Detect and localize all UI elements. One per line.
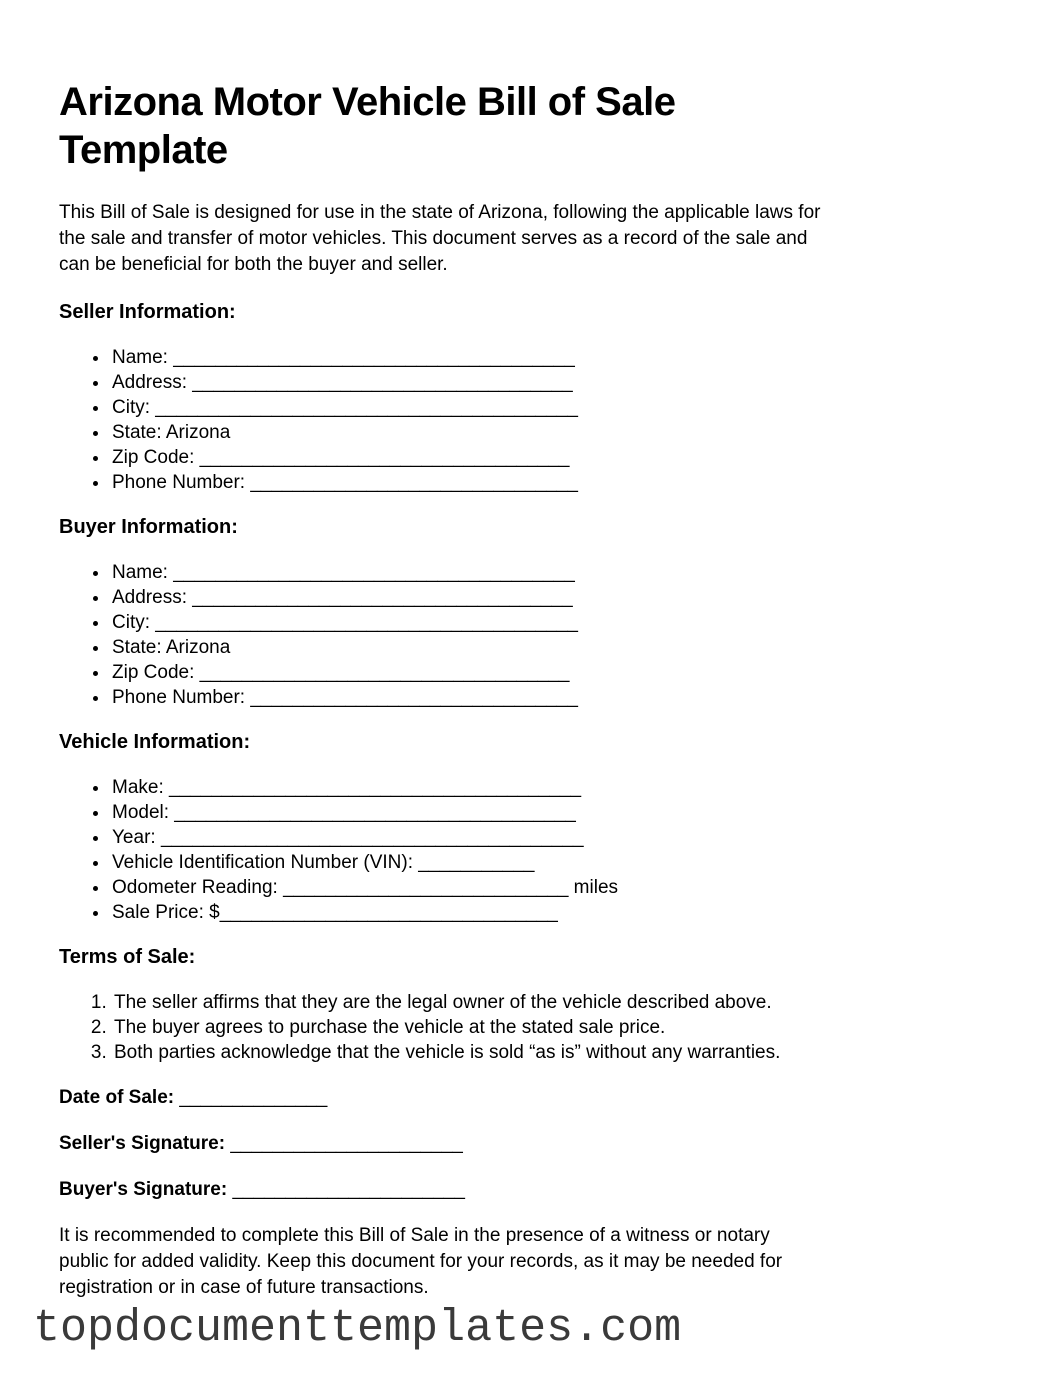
page-title-line-2: Template: [59, 128, 228, 172]
seller-signature-blank-line: ______________________: [225, 1133, 463, 1154]
buyer-state-item: • State: Arizona: [110, 635, 1005, 660]
intro-line: the sale and transfer of motor vehicles. This document serves as a record of the sale and: [59, 228, 808, 249]
terms-item-2: 2. The buyer agrees to purchase the vehicle at the stated sale price.: [112, 1015, 1005, 1040]
closing-line: public for added validity. Keep this document for your records, as it may be needed for: [59, 1251, 783, 1272]
intro-line: This Bill of Sale is designed for use in the state of Arizona, following the applicable laws for: [59, 202, 821, 223]
seller-city-item: • City: ________________________________________: [110, 395, 1005, 420]
seller-name-item: • Name: ______________________________________: [110, 345, 1005, 370]
date-of-sale-label: Date of Sale:: [59, 1087, 175, 1108]
seller-information-list: [59, 345, 1005, 495]
seller-address-item: • Address: ____________________________________: [110, 370, 1005, 395]
buyer-information-list: [59, 560, 1005, 710]
buyer-signature-label: Buyer's Signature:: [59, 1179, 228, 1200]
vehicle-information-list: [59, 775, 1005, 925]
closing-paragraph: [59, 1223, 1005, 1301]
intro-line: can be beneficial for both the buyer and seller.: [59, 254, 448, 275]
date-of-sale-field: [59, 1085, 1005, 1110]
buyer-signature-blank-line: ______________________: [227, 1179, 465, 1200]
page-title: [59, 78, 1005, 174]
seller-phone-number-item: • Phone Number: _______________________________: [110, 470, 1005, 495]
seller-information-heading: Seller Information:: [59, 301, 236, 323]
date-of-sale-blank-line: ______________: [174, 1087, 328, 1108]
vehicle-sale-price-item: • Sale Price: $________________________________: [110, 900, 1005, 925]
intro-paragraph: [59, 200, 1005, 278]
vehicle-model-item: • Model: ______________________________________: [110, 800, 1005, 825]
page-title-line-1: Arizona Motor Vehicle Bill of Sale: [59, 80, 676, 124]
buyer-zip-code-item: • Zip Code: ___________________________________: [110, 660, 1005, 685]
buyer-city-item: • City: ________________________________________: [110, 610, 1005, 635]
buyer-name-item: • Name: ______________________________________: [110, 560, 1005, 585]
buyer-signature-field: [59, 1177, 1005, 1202]
vehicle-vin-item: • Vehicle Identification Number (VIN): ___________: [110, 850, 1005, 875]
vehicle-odometer-item: • Odometer Reading: ___________________________ miles: [110, 875, 1005, 900]
closing-line: It is recommended to complete this Bill of Sale in the presence of a witness or notary: [59, 1225, 770, 1246]
watermark-site-name: topdocumenttemplates.com: [33, 1303, 682, 1354]
seller-zip-code-item: • Zip Code: ___________________________________: [110, 445, 1005, 470]
buyer-phone-number-item: • Phone Number: _______________________________: [110, 685, 1005, 710]
buyer-address-item: • Address: ____________________________________: [110, 585, 1005, 610]
seller-signature-field: [59, 1131, 1005, 1156]
seller-signature-label: Seller's Signature:: [59, 1133, 226, 1154]
vehicle-year-item: • Year: ________________________________________: [110, 825, 1005, 850]
terms-of-sale-list: [59, 990, 1005, 1065]
vehicle-make-item: • Make: _______________________________________: [110, 775, 1005, 800]
terms-item-1: 1. The seller affirms that they are the legal owner of the vehicle described above.: [112, 990, 1005, 1015]
buyer-information-heading: Buyer Information:: [59, 516, 238, 538]
closing-line: registration or in case of future transactions.: [59, 1277, 429, 1298]
terms-item-3: 3. Both parties acknowledge that the vehicle is sold “as is” without any warranties.: [112, 1040, 1005, 1065]
terms-of-sale-heading: Terms of Sale:: [59, 946, 196, 968]
vehicle-information-heading: Vehicle Information:: [59, 731, 251, 753]
seller-state-item: • State: Arizona: [110, 420, 1005, 445]
